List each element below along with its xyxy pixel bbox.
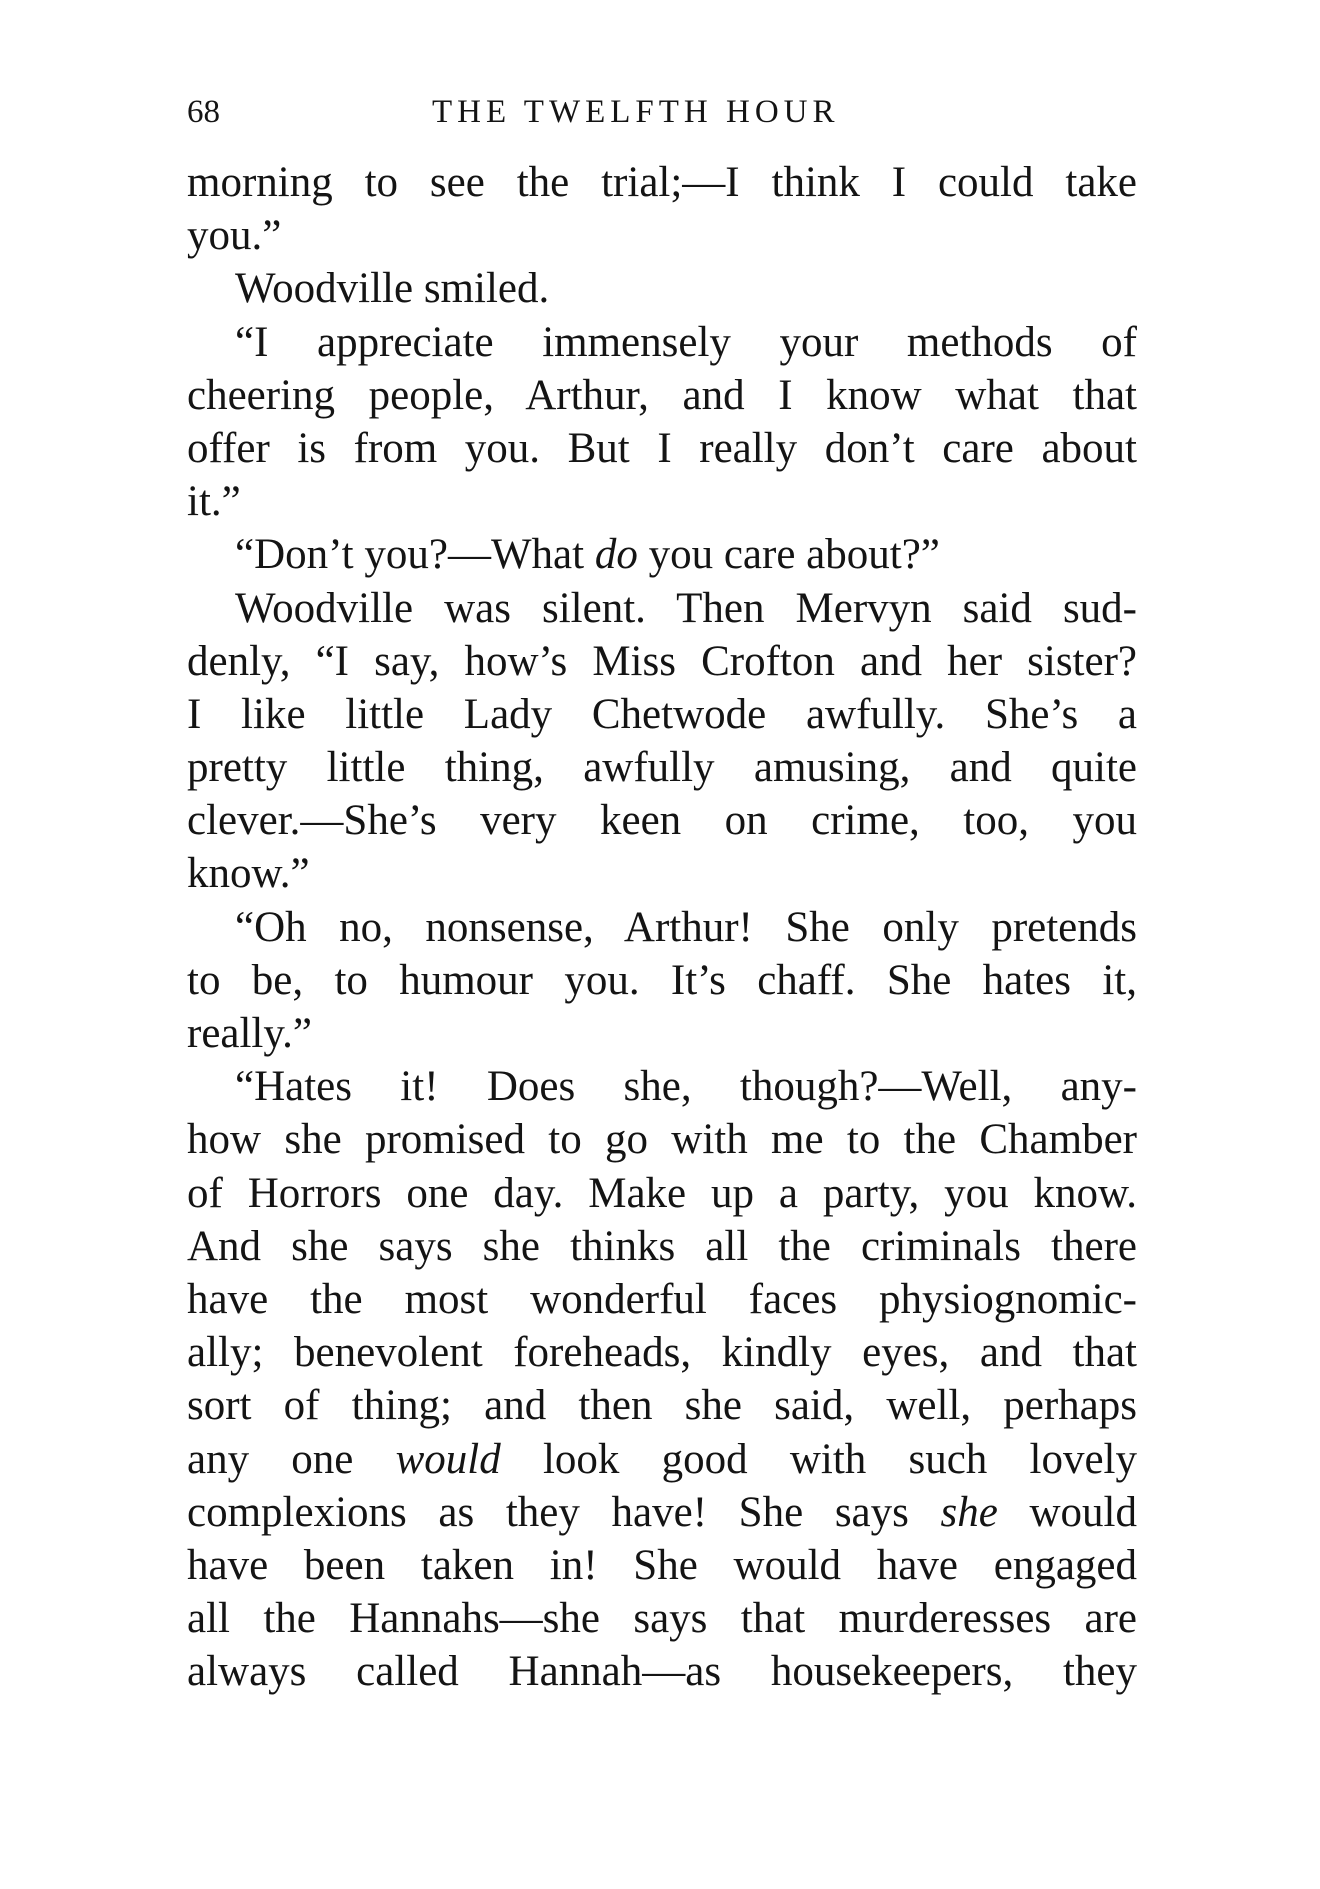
- text-run: morning to see the trial;—I think I could take: [187, 159, 1137, 206]
- text-line: [187, 369, 1137, 422]
- text-run: ally; benevolent foreheads, kindly eyes, and that: [187, 1329, 1137, 1377]
- page-number: 68: [187, 94, 220, 130]
- text-line: [187, 262, 1137, 315]
- running-title: THE TWELFTH HOUR: [432, 94, 840, 130]
- text-line: [187, 741, 1137, 794]
- text-line: [187, 954, 1137, 1007]
- text-line: [187, 422, 1137, 475]
- text-line: [187, 1379, 1137, 1432]
- text-line: [187, 209, 1137, 262]
- text-line: [187, 1220, 1137, 1273]
- text-run: Woodville smiled.: [235, 265, 550, 313]
- text-run: “I appreciate immensely your methods of: [235, 318, 1137, 366]
- text-run: have been taken in! She would have engaged: [187, 1541, 1137, 1589]
- text-line: [187, 1167, 1137, 1220]
- italic-text: do: [594, 531, 638, 579]
- text-run: “Don’t you?—What: [235, 531, 595, 579]
- text-run: know.”: [187, 850, 310, 898]
- text-run: all the Hannahs—she says that murderesses are: [187, 1595, 1137, 1643]
- text-line: [187, 1486, 1137, 1539]
- text-line: [187, 528, 1137, 581]
- text-run: really.”: [187, 1010, 312, 1057]
- text-line: [187, 1326, 1137, 1379]
- text-run: clever.—She’s very keen on crime, too, you: [187, 797, 1137, 845]
- text-run: “Hates it! Does she, though?—Well, any-: [235, 1063, 1137, 1111]
- text-line: [187, 582, 1137, 635]
- body-text: [187, 156, 1137, 1698]
- text-run: how she promised to go with me to the Chamber: [187, 1116, 1137, 1164]
- text-run: you.”: [187, 212, 282, 260]
- text-run: to be, to humour you. It’s chaff. She hates it,: [187, 956, 1137, 1004]
- text-line: [187, 156, 1137, 209]
- text-line: [187, 847, 1137, 900]
- text-line: [187, 901, 1137, 954]
- text-run: sort of thing; and then she said, well, perhaps: [187, 1382, 1137, 1430]
- text-run: of Horrors one day. Make up a party, you know.: [187, 1169, 1137, 1217]
- text-run: denly, “I say, how’s Miss Crofton and her sister?: [187, 637, 1137, 685]
- text-run: pretty little thing, awfully amusing, and quite: [187, 744, 1137, 792]
- text-line: [187, 1273, 1137, 1326]
- text-run: complexions as they have! She says: [187, 1488, 941, 1536]
- text-run: I like little Lady Chetwode awfully. She’s a: [187, 690, 1137, 738]
- text-line: [187, 1007, 1137, 1060]
- text-run: always called Hannah—as housekeepers, they: [187, 1648, 1137, 1696]
- text-line: [187, 1433, 1137, 1486]
- text-line: [187, 1539, 1137, 1592]
- italic-text: would: [395, 1435, 501, 1483]
- text-line: [187, 635, 1137, 688]
- text-line: [187, 1645, 1137, 1698]
- text-run: any one: [187, 1435, 396, 1483]
- text-run: would: [997, 1488, 1138, 1536]
- text-run: cheering people, Arthur, and I know what that: [187, 371, 1137, 419]
- text-run: Woodville was silent. Then Mervyn said sud-: [235, 584, 1137, 632]
- text-run: you care about?”: [637, 531, 940, 579]
- text-line: [187, 316, 1137, 369]
- text-line: [187, 688, 1137, 741]
- italic-text: she: [940, 1488, 998, 1536]
- text-run: look good with such lovely: [500, 1435, 1138, 1483]
- text-line: [187, 475, 1137, 528]
- text-run: And she says she thinks all the criminals there: [187, 1222, 1137, 1270]
- text-run: offer is from you. But I really don’t care about: [187, 424, 1137, 472]
- text-run: have the most wonderful faces physiognomic-: [187, 1275, 1137, 1323]
- text-line: [187, 794, 1137, 847]
- text-line: [187, 1113, 1137, 1166]
- running-head: [187, 92, 1137, 132]
- text-run: “Oh no, nonsense, Arthur! She only pretends: [235, 903, 1137, 951]
- text-run: it.”: [187, 478, 241, 526]
- text-line: [187, 1592, 1137, 1645]
- text-line: [187, 1060, 1137, 1113]
